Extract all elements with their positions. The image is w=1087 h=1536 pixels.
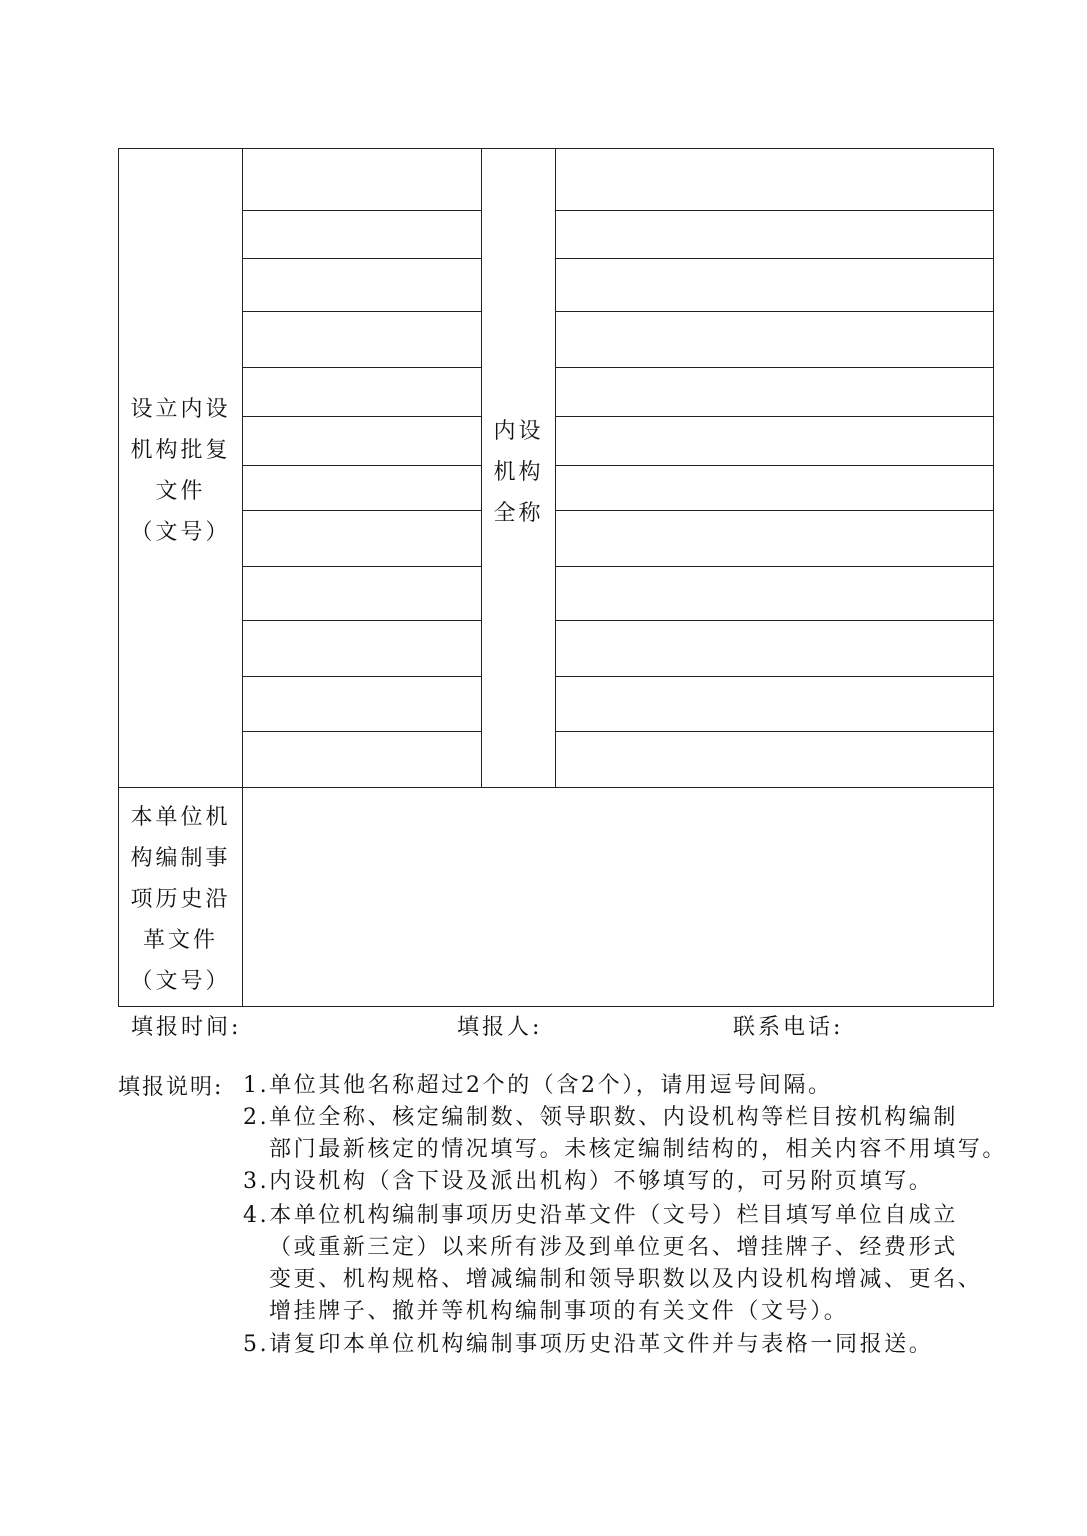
label-line: 文件 [155, 479, 206, 504]
org-form-table [118, 148, 994, 1007]
row-line [242, 367, 482, 368]
label-line: 机构 [493, 460, 544, 485]
row-line [555, 566, 993, 567]
note-number: 3. [243, 1169, 270, 1194]
row-line [242, 258, 482, 259]
col-divider-1 [242, 149, 243, 787]
label-line: 全称 [493, 501, 544, 526]
row-line [555, 367, 993, 368]
row-line [555, 210, 993, 211]
note-text: 部门最新核定的情况填写。未核定编制结构的，相关内容不用填写。 [269, 1137, 1008, 1162]
row-line [242, 311, 482, 312]
note-text: 请复印本单位机构编制事项历史沿革文件并与表格一同报送。 [269, 1332, 934, 1357]
notes-title: 填报说明: [118, 1075, 224, 1100]
row-line [242, 210, 482, 211]
note-text: 内设机构（含下设及派出机构）不够填写的，可另附页填写。 [269, 1169, 934, 1194]
label-line: 项历史沿 [130, 887, 231, 912]
row-line [242, 416, 482, 417]
note-item-5 [243, 1329, 933, 1361]
note-item-3 [243, 1166, 933, 1198]
row-line [555, 620, 993, 621]
label-line: 构编制事 [130, 846, 231, 871]
row-line [555, 416, 993, 417]
internal-org-name-label [482, 411, 555, 534]
note-number: 5. [243, 1332, 270, 1357]
note-number: 4. [243, 1203, 270, 1228]
note-number: 1. [243, 1073, 270, 1098]
history-docs-label [119, 797, 242, 1002]
label-line: 内设 [493, 419, 544, 444]
row-line [555, 510, 993, 511]
label-line: 设立内设 [130, 397, 231, 422]
label-line: （文号） [130, 969, 231, 994]
label-line: 机构批复 [130, 438, 231, 463]
history-docs-field[interactable] [243, 788, 993, 1006]
row-line [242, 465, 482, 466]
label-line: （文号） [130, 520, 231, 545]
row-line [555, 311, 993, 312]
row-line [242, 620, 482, 621]
note-number: 2. [243, 1105, 270, 1130]
approval-docs-label [119, 389, 242, 553]
fill-time-label: 填报时间: [131, 1015, 242, 1040]
row-line [555, 258, 993, 259]
phone-label: 联系电话: [733, 1015, 844, 1040]
note-text: 增挂牌子、撤并等机构编制事项的有关文件（文号）。 [269, 1299, 849, 1324]
note-item-1 [243, 1070, 833, 1102]
row-line [555, 676, 993, 677]
row-line [242, 510, 482, 511]
row-line [242, 731, 482, 732]
note-item-2 [243, 1102, 1007, 1166]
filler-label: 填报人: [457, 1015, 543, 1040]
note-text: 本单位机构编制事项历史沿革文件（文号）栏目填写单位自成立 [269, 1203, 959, 1228]
row-line [555, 731, 993, 732]
note-item-4 [243, 1200, 982, 1328]
row-line [242, 566, 482, 567]
note-text: （或重新三定）以来所有涉及到单位更名、增挂牌子、经费形式 [269, 1235, 958, 1260]
note-text: 单位全称、核定编制数、领导职数、内设机构等栏目按机构编制 [269, 1105, 959, 1130]
note-text: 变更、机构规格、增减编制和领导职数以及内设机构增减、更名、 [269, 1267, 983, 1292]
row-line [242, 676, 482, 677]
label-line: 本单位机 [130, 805, 231, 830]
col-divider-3 [555, 149, 556, 787]
label-line: 革文件 [142, 928, 218, 953]
note-text: 单位其他名称超过2个的（含2个），请用逗号间隔。 [269, 1073, 833, 1098]
row-line [555, 465, 993, 466]
